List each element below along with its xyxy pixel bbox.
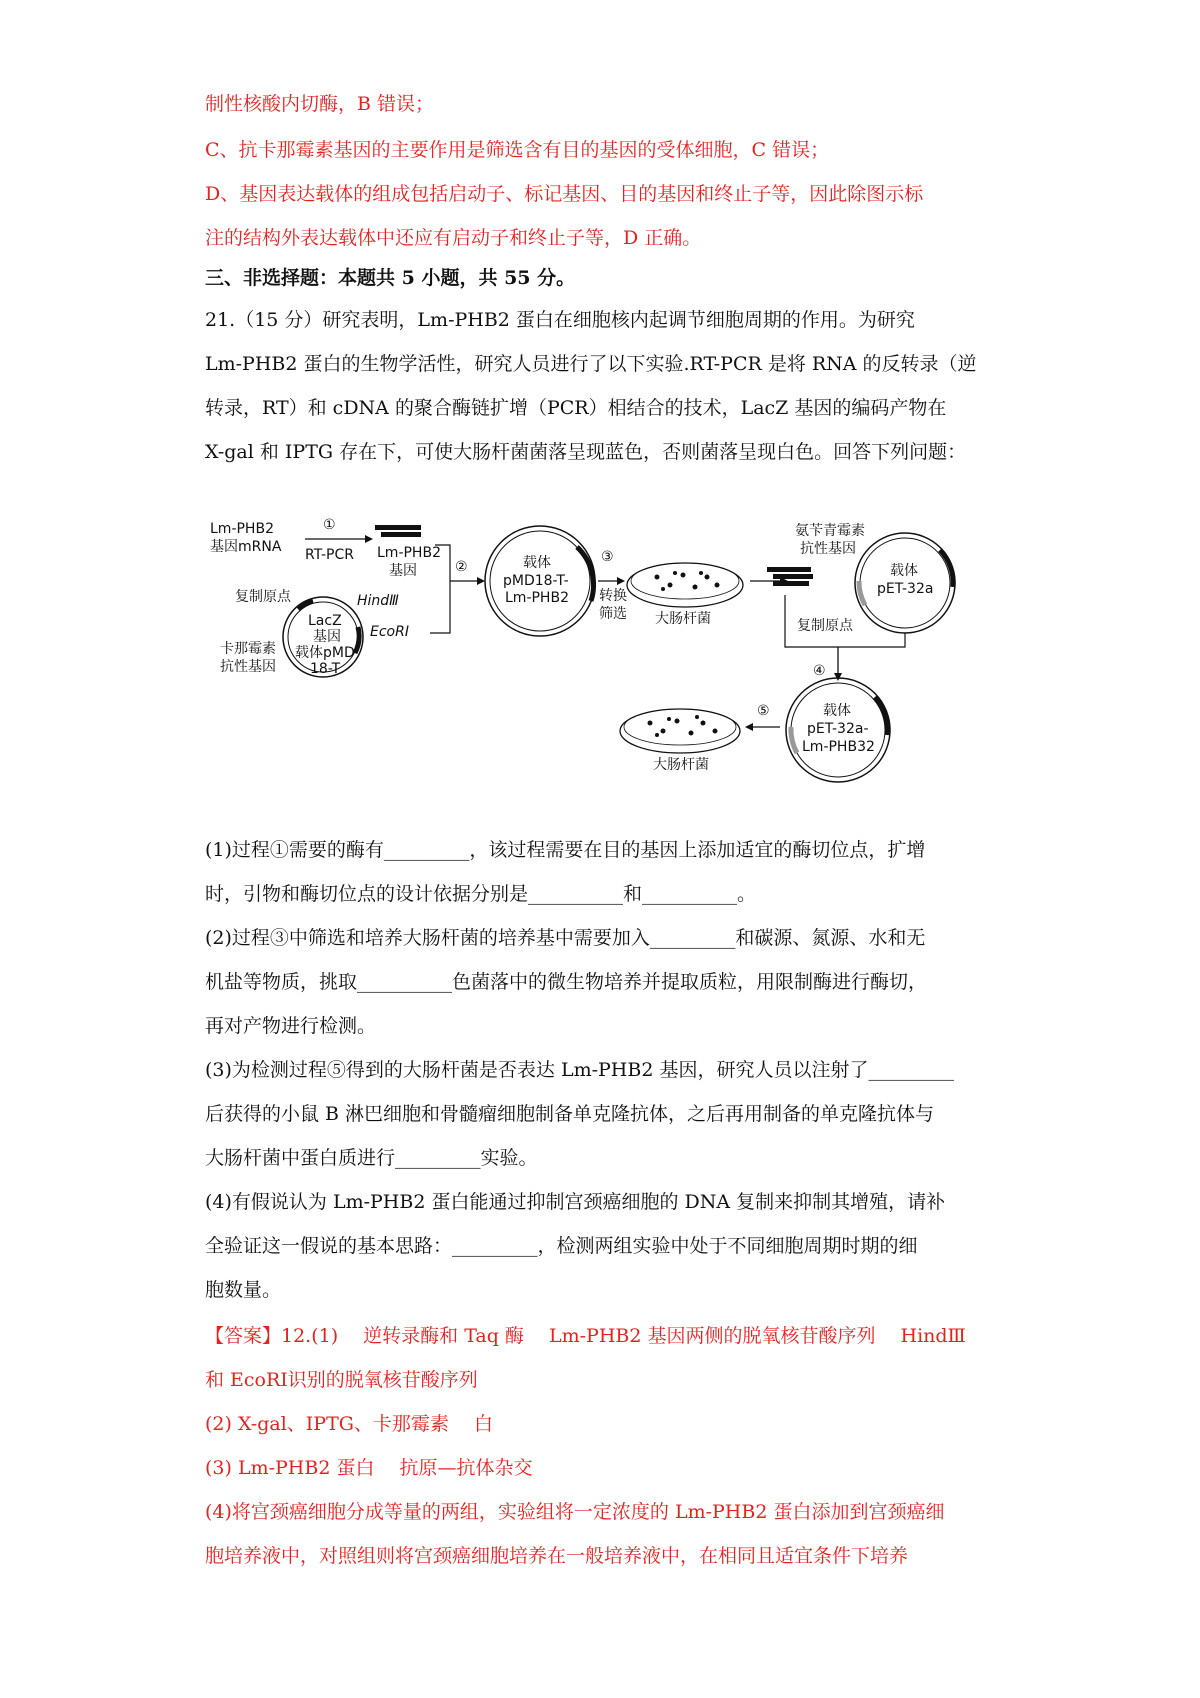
answer-line: (2) X-gal、IPTG、卡那霉素 白 [205, 1413, 493, 1435]
gene-label: Lm-PHB2 [377, 545, 441, 561]
ori-label: 复制原点 [235, 589, 291, 605]
ori-label: 复制原点 [797, 618, 853, 634]
question-line: 机盐等物质，挑取__________色菌落中的微生物培养并提取质粒，用限制酶进行酶切， [205, 971, 928, 993]
petri-dish-icon [620, 709, 740, 753]
lacz-label: 基因 [313, 629, 341, 645]
arrow-head [477, 577, 485, 585]
vector-label: 载体 [523, 555, 551, 571]
question-line: 时，引物和酶切位点的设计依据分别是__________和__________。 [205, 883, 757, 905]
vector-label: pET-32a [877, 581, 934, 597]
ecor-site-label: EcoRⅠ [370, 624, 409, 640]
question-intro-line: 21.（15 分）研究表明，Lm-PHB2 蛋白在细胞核内起调节细胞周期的作用。为研究 [205, 309, 915, 331]
step-4: ④ [813, 663, 826, 679]
question-intro-line: 转录，RT）和 cDNA 的聚合酶链扩增（PCR）相结合的技术，LacZ 基因的编码产物在 [205, 397, 947, 419]
question-line: (3)为检测过程⑤得到的大肠杆菌是否表达 Lm-PHB2 基因，研究人员以注射了_________ [205, 1059, 954, 1081]
vector-label: 载体 [890, 563, 918, 579]
step-5: ⑤ [757, 703, 770, 719]
colony-dots [648, 715, 718, 737]
step-3: ③ [601, 549, 614, 565]
amp-label: 氨苄青霉素 [795, 523, 865, 539]
colony-dots [655, 571, 720, 591]
vector-label: Lm-PHB2 [505, 590, 569, 606]
section-heading: 三、非选择题：本题共 5 小题，共 55 分。 [205, 267, 576, 289]
ecoli-label: 大肠杆菌 [655, 611, 711, 627]
vector-label: Lm-PHB32 [802, 739, 875, 755]
question-intro-line: X-gal 和 IPTG 存在下，可使大肠杆菌菌落呈现蓝色，否则菌落呈现白色。回答下列问题： [205, 441, 967, 463]
answer-line: (3) Lm-PHB2 蛋白 抗原—抗体杂交 [205, 1457, 533, 1479]
mrna-label: 基因mRNA [210, 539, 282, 555]
answer-line: (4)将宫颈癌细胞分成等量的两组，实验组将一定浓度的 Lm-PHB2 蛋白添加到宫颈癌细 [205, 1501, 945, 1523]
mrna-label: Lm-PHB2 [210, 521, 274, 537]
text-line: 制性核酸内切酶，B 错误； [205, 93, 435, 115]
gene-fragment-icon [381, 532, 421, 537]
question-line: 胞数量。 [205, 1279, 282, 1301]
question-line: (2)过程③中筛选和培养大肠杆菌的培养基中需要加入_________和碳源、氮源、水和无 [205, 927, 926, 949]
step-label: 筛选 [599, 606, 627, 622]
kan-label: 抗性基因 [220, 659, 276, 675]
text-line: C、抗卡那霉素基因的主要作用是筛选含有目的基因的受体细胞，C 错误； [205, 139, 830, 161]
ecoli-label: 大肠杆菌 [653, 757, 709, 773]
step-label: 转换 [599, 588, 627, 604]
text-line: 注的结构外表达载体中还应有启动子和终止子等，D 正确。 [205, 227, 702, 249]
question-line: (1)过程①需要的酶有_________，该过程需要在目的基因上添加适宜的酶切位点，扩增 [205, 839, 926, 861]
vector-label: 载体 [823, 703, 851, 719]
question-line: 再对产物进行检测。 [205, 1015, 377, 1037]
kan-label: 卡那霉素 [220, 641, 276, 657]
answer-line: 胞培养液中，对照组则将宫颈癌细胞培养在一般培养液中，在相同且适宜条件下培养 [205, 1545, 909, 1567]
question-intro-line: Lm-PHB2 蛋白的生物学活性，研究人员进行了以下实验.RT-PCR 是将 RNA 的反转录（逆 [205, 353, 977, 375]
vector-label: 18-T [310, 661, 341, 677]
arrow-head [365, 535, 373, 543]
vector-label: pMD18-T- [503, 573, 569, 589]
hind-site-label: HindⅢ [357, 593, 399, 609]
answer-line: 和 EcoRⅠ识别的脱氧核苷酸序列 [205, 1369, 478, 1391]
gene-label: 基因 [389, 563, 417, 579]
vector-label: pET-32a- [807, 721, 869, 737]
arrow-head [745, 723, 753, 731]
rtpcr-label: RT-PCR [305, 547, 354, 563]
step-2: ② [455, 559, 468, 575]
gene-fragment-icon [375, 525, 421, 530]
experiment-diagram [205, 505, 1015, 815]
question-line: (4)有假说认为 Lm-PHB2 蛋白能通过抑制宫颈癌细胞的 DNA 复制来抑制其增殖，请补 [205, 1191, 946, 1213]
petri-dish-icon [627, 563, 743, 607]
text-line: D、基因表达载体的组成包括启动子、标记基因、目的基因和终止子等，因此除图示标 [205, 183, 924, 205]
amp-label: 抗性基因 [800, 541, 856, 557]
vector-label: 载体pMD [295, 645, 355, 661]
answer-line: 【答案】12.(1) 逆转录酶和 Taq 酶 Lm-PHB2 基因两侧的脱氧核苷酸序列 HindⅢ [205, 1325, 966, 1347]
step-1: ① [323, 517, 336, 533]
arrow-head [834, 673, 842, 681]
question-line: 大肠杆菌中蛋白质进行_________实验。 [205, 1147, 538, 1169]
lacz-label: LacZ [308, 613, 342, 629]
question-line: 后获得的小鼠 B 淋巴细胞和骨髓瘤细胞制备单克隆抗体，之后再用制备的单克隆抗体与 [205, 1103, 935, 1125]
arrow-head [617, 577, 625, 585]
gene-fragment-icon [767, 567, 811, 572]
question-line: 全验证这一假说的基本思路：_________，检测两组实验中处于不同细胞周期时期的细 [205, 1235, 918, 1257]
